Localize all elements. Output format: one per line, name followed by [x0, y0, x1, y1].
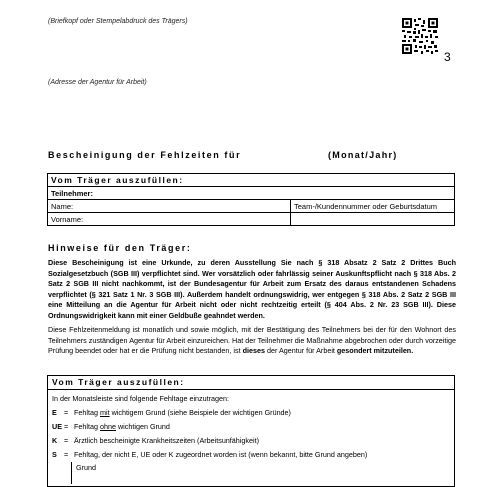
legend-row-k: K = Ärztlich bescheinigte Krankheitszeiten (Arbeitsunfähigkeit) — [52, 436, 259, 445]
legend-text: Fehltag, der nicht E, UE oder K zugeordnet worden ist (wenn bekannt, bitte Grund angeben) — [74, 450, 368, 459]
legend-text: Ärztlich bescheinigte Krankheitszeiten (Arbeitsunfähigkeit) — [74, 436, 259, 445]
legend-text-post: wichtigem Grund (siehe Beispiele der wichtigen Gründe) — [109, 408, 291, 417]
legend-row-ue: UE = Fehltag ohne wichtigen Grund — [52, 422, 170, 431]
customer-id-field[interactable] — [291, 200, 455, 213]
customer-id-label: Team-/Kundennummer oder Geburtsdatum — [294, 201, 437, 211]
letterhead-note: (Briefkopf oder Stempelabdruck des Trägers) — [48, 18, 188, 25]
legend-code: S — [52, 450, 57, 459]
absence-codes-box — [47, 375, 455, 487]
legend-text-post: wichtigen Grund — [115, 422, 170, 431]
address-note: (Adresse der Agentur für Arbeit) — [48, 79, 147, 86]
page-number: 3 — [444, 50, 451, 64]
legend-code: UE — [52, 422, 62, 431]
section2-heading: Vom Träger auszufüllen: — [48, 376, 454, 390]
legend-text: Fehltag — [74, 422, 100, 431]
first-name-label: Vorname: — [51, 214, 84, 224]
legend-row-s: S = Fehltag, der nicht E, UE oder K zugeordnet worden ist (wenn bekannt, bitte Grund angeben) — [52, 450, 368, 459]
name-label: Name: — [51, 201, 74, 211]
participant-table — [47, 173, 455, 226]
period-label: (Monat/Jahr) — [328, 150, 398, 160]
section1-heading: Vom Träger auszufüllen: — [48, 174, 455, 187]
absence-intro: In der Monatsleiste sind folgende Fehltage einzutragen: — [52, 394, 230, 403]
name-field[interactable] — [48, 200, 291, 213]
legend-text: Fehltag — [74, 408, 100, 417]
submission-text-1: Diese Fehlzeitenmeldung ist monatlich und sowie möglich, mit der Bestätigung des Teilnehmers bei der für den Wohnort des Teilnehmers zuständigen Agentur für Arbeit einzureichen. Hat der Teilnehmer die Maßnahme abgebrochen oder durch vorzeitige Prüfung beendet oder hat er die Prüfung nicht bestanden, ist — [48, 325, 456, 356]
hints-heading: Hinweise für den Träger: — [48, 243, 192, 253]
legend-row-e: E = Fehltag mit wichtigem Grund (siehe Beispiele der wichtigen Gründe) — [52, 408, 291, 417]
participant-label: Teilnehmer: — [48, 187, 455, 200]
legend-underline: mit — [99, 408, 110, 417]
grund-label: Grund — [76, 463, 96, 472]
legal-notice-paragraph: Diese Bescheinigung ist eine Urkunde, zu deren Ausstellung Sie nach § 318 Absatz 2 Satz 2 Drittes Buch Sozialgesetzbuch (SGB III) verpflichtet sind. Wer vorsätzlich oder fahrlässig seiner Auskunftspflicht nach § 318 Abs. 2 Satz 2 SGB III nicht nachkommt, ist der Bundesagentur für Arbeit zum Ersatz des daraus entstandenen Schadens verpflichtet (§ 321 Satz 1 Nr. 3 SGB III). Außerdem handelt ordnungswidrig, wer entgegen § 318 Abs. 2 Satz 2 SGB III eine Mitteilung an die Agentur für Arbeit nicht oder nicht rechtzeitig erteilt (§ 404 Abs. 2 Nr. 23 SGB III). Diese Ordnungswidrigkeit kann mit einer Geldbuße geahndet werden. — [48, 258, 456, 320]
submission-bold-word: dieses — [242, 346, 265, 356]
legend-underline: ohne — [99, 422, 116, 431]
legend-code: K — [52, 436, 58, 445]
grund-divider — [71, 462, 72, 484]
submission-paragraph — [48, 325, 456, 357]
document-title: Bescheinigung der Fehlzeiten für — [48, 150, 242, 160]
submission-bold-end: gesondert mitzuteilen. — [336, 346, 414, 356]
first-name-field[interactable] — [48, 213, 291, 226]
customer-id-field-continued[interactable] — [291, 213, 455, 226]
submission-text-2: der Agentur für Arbeit — [265, 346, 337, 356]
legend-code: E — [52, 408, 57, 417]
qr-code-icon — [402, 18, 438, 54]
